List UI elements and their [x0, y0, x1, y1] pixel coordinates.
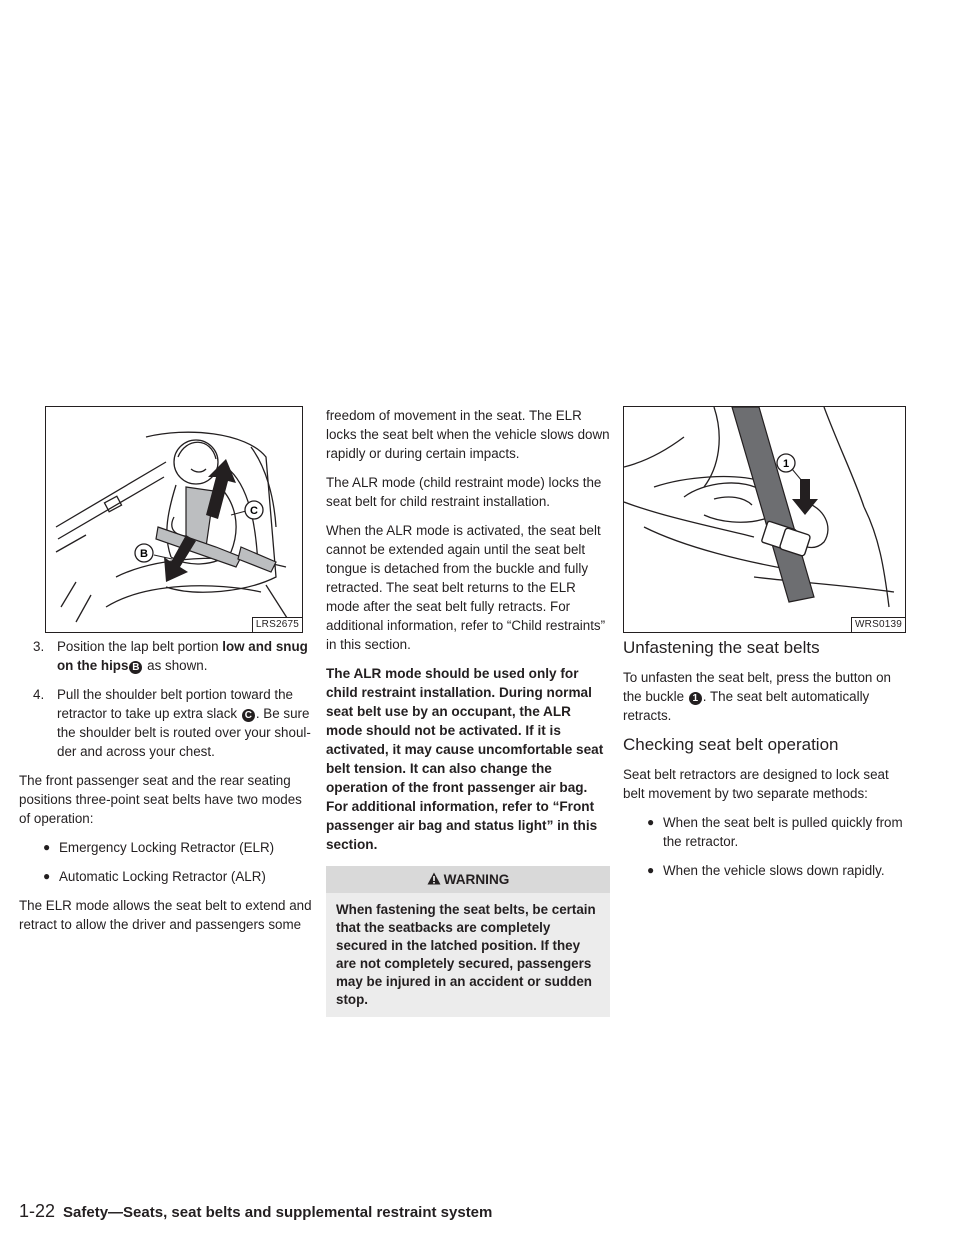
unfasten-belt-illustration: [623, 406, 906, 633]
alr-paragraph: The ALR mode (child restraint mode) locks the seat belt for child restraint installation.: [326, 475, 602, 509]
unfasten-belt-drawing: [624, 407, 905, 632]
column-1: [19, 637, 315, 944]
child-seat-belt-drawing: [46, 407, 302, 632]
bullet-elr-text: Emergency Locking Retractor (ELR): [59, 840, 275, 855]
bullet-elr: [19, 838, 315, 857]
bullet-pulled-quickly: [623, 813, 913, 851]
bullet-dot: ●: [43, 869, 51, 883]
marker-b: B: [129, 661, 142, 674]
child-seat-belt-illustration: [45, 406, 303, 633]
bullet-slows-text: When the vehicle slows down rapidly.: [663, 863, 885, 878]
warning-body: When fastening the seat belts, be certain that the seatbacks are completely secured in the latched position. If they are not completely secured, passengers may be injured in an accident or sudden stop.: [326, 893, 610, 1017]
warning-icon: [427, 872, 441, 885]
bullet-dot: ●: [43, 840, 51, 854]
callout-1-label: 1: [782, 458, 790, 470]
page-footer: [19, 1201, 492, 1222]
bullet-alr-text: Automatic Locking Retractor (ALR): [59, 869, 266, 884]
step-3-after: as shown.: [143, 658, 208, 673]
figure-code-right: WRS0139: [851, 617, 905, 632]
unfasten-after: . The seat belt automatically retracts.: [623, 689, 870, 723]
alr-caution-paragraph: The ALR mode should be used only for child restraint installation. During normal seat belt use by an occupant, the ALR mode should not be activated. If it is activated, it may cause uncomfortable seat belt tension. It can also change the operation of the front passenger air bag. For additional information, refer to “Front passenger air bag and status light” in this section.: [326, 666, 604, 852]
bullet-pulled-text: When the seat belt is pulled quickly from the retractor.: [663, 815, 903, 849]
step-3: [19, 637, 315, 675]
heading-unfastening: Unfastening the seat belts: [623, 638, 820, 657]
heading-checking: Checking seat belt operation: [623, 735, 839, 754]
step-4-after: . Be sure the shoulder belt is routed over your shoulder and across your chest.: [57, 706, 311, 759]
bullet-dot: ●: [647, 863, 655, 877]
callout-b-label: B: [140, 548, 148, 560]
step-3-bold: low and snug on the hips: [57, 639, 308, 673]
warning-header: [326, 866, 610, 893]
step-4: [19, 685, 315, 761]
alr-activated-paragraph: When the ALR mode is activated, the seat belt cannot be extended again until the seat belt tongue is detached from the buckle and fully retracted. The seat belt returns to the ELR mode after the seat belt fully retracts. For additional information, refer to “Child restraints” in this section.: [326, 523, 606, 652]
bullet-slows-down: [623, 861, 913, 880]
step-4-number: 4.: [33, 687, 45, 702]
page-number: 1-22: [19, 1201, 56, 1221]
callout-c-label: C: [250, 505, 258, 517]
figure-code-left: LRS2675: [252, 617, 302, 632]
step-3-text: Position the lap belt portion: [57, 639, 223, 654]
elr-paragraph: The ELR mode allows the seat belt to extend and retract to allow the driver and passengers some: [19, 898, 312, 932]
warning-title: WARNING: [443, 872, 510, 887]
marker-1: 1: [689, 692, 702, 705]
section-title: Safety—Seats, seat belts and supplemental restraint system: [63, 1204, 493, 1221]
step-4-text: Pull the shoulder belt portion toward the retractor to take up extra slack: [57, 687, 293, 721]
checking-paragraph: Seat belt retractors are designed to lock seat belt movement by two separate methods:: [623, 767, 889, 801]
elr-continued-paragraph: freedom of movement in the seat. The ELR locks the seat belt when the vehicle slows down rapidly or during certain impacts.: [326, 408, 610, 461]
column-3: [623, 638, 913, 890]
step-3-number: 3.: [33, 639, 45, 654]
bullet-alr: [19, 867, 315, 886]
unfasten-text: To unfasten the seat belt, press the button on the buckle: [623, 670, 891, 704]
bullet-dot: ●: [647, 815, 655, 829]
marker-c: C: [242, 709, 255, 722]
modes-paragraph: The front passenger seat and the rear seating positions three-point seat belts have two modes of operation:: [19, 773, 302, 826]
column-2: [326, 406, 610, 1017]
unfasten-paragraph: [623, 668, 913, 725]
